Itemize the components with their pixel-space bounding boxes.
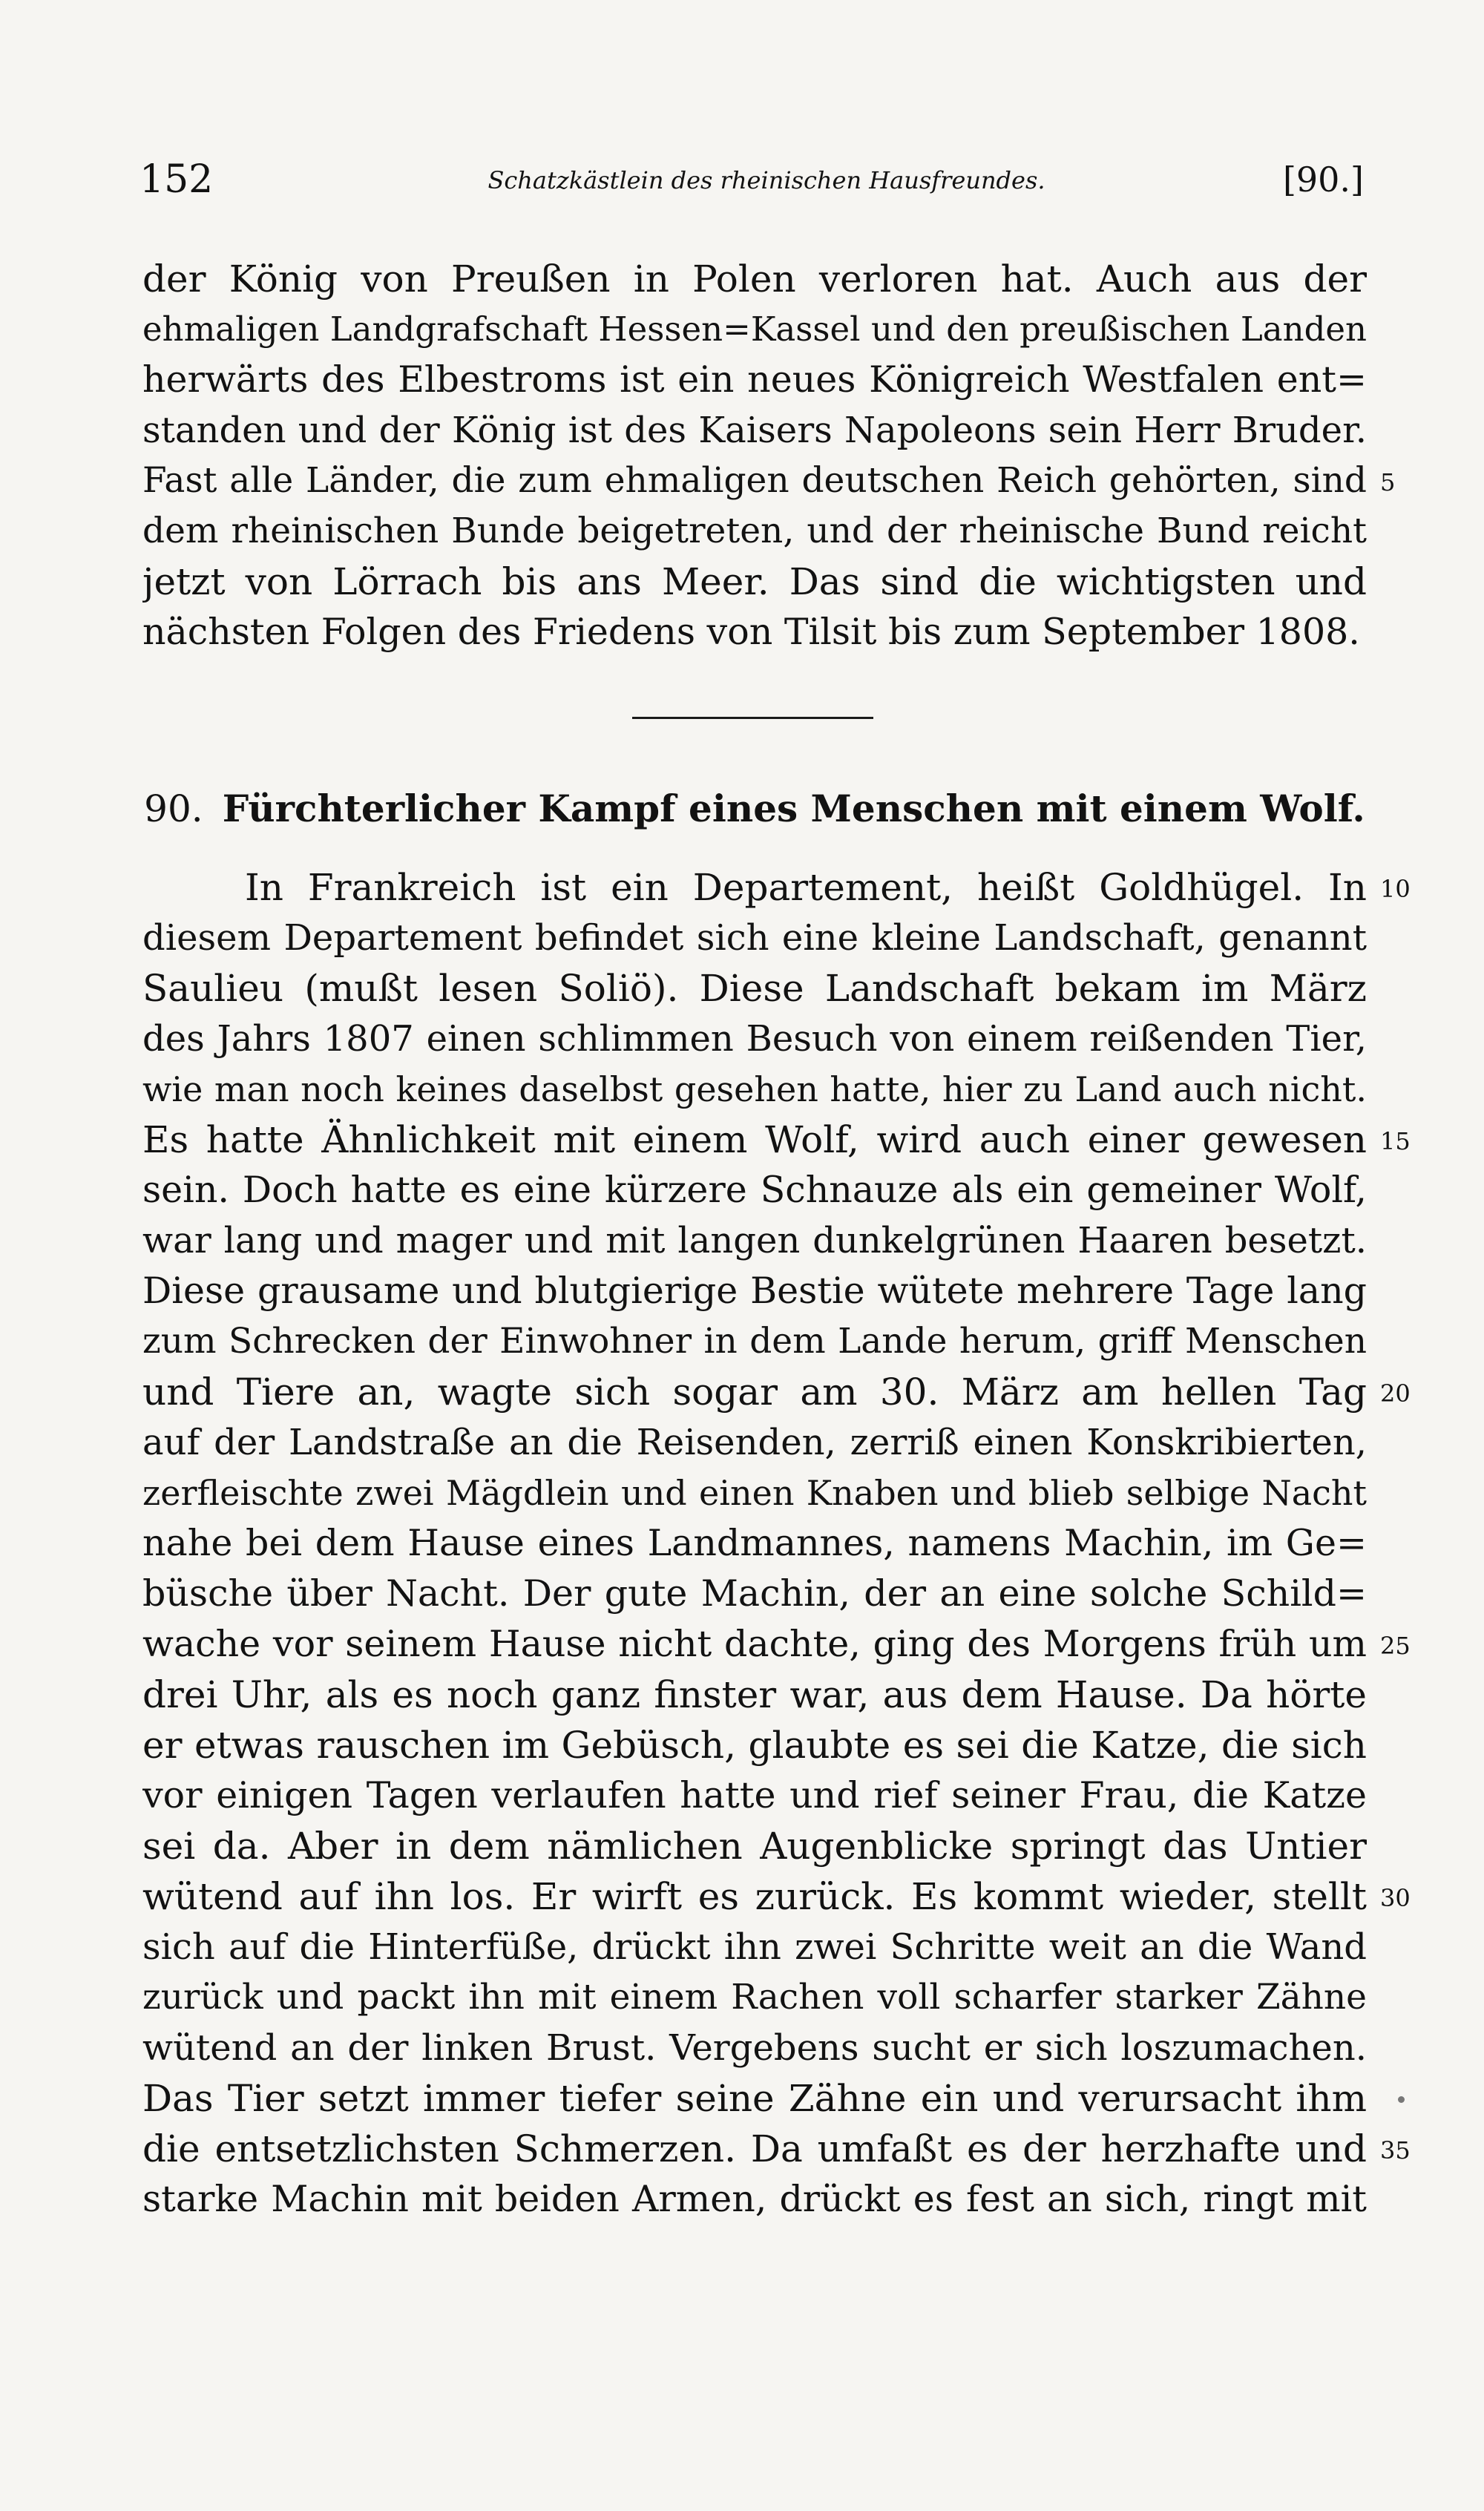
text-line: In Frankreich ist ein Departement, heißt Goldhügel. In <box>245 866 1367 909</box>
text-line: Saulieu (mußt lesen Soliö). Diese Landschaft bekam im März <box>142 967 1367 1010</box>
text-line: auf der Landstraße an die Reisenden, zerriß einen Konskribierten, <box>142 1422 1367 1463</box>
text-line: wache vor seinem Hause nicht dachte, ging des Morgens früh um <box>142 1623 1367 1665</box>
section-divider <box>632 717 873 719</box>
text-line: Fast alle Länder, die zum ehmaligen deutschen Reich gehörten, sind <box>142 460 1367 501</box>
section-number-marker: [90.] <box>1282 160 1364 200</box>
running-title: Schatzkästlein des rheinischen Hausfreundes. <box>487 166 1045 194</box>
text-line: nahe bei dem Hause eines Landmannes, namens Machin, im Ge= <box>142 1522 1367 1564</box>
text-line: starke Machin mit beiden Armen, drückt es fest an sich, ringt mit <box>142 2178 1367 2220</box>
line-number: 10 <box>1380 875 1411 903</box>
line-number: 20 <box>1380 1379 1411 1408</box>
text-line: sein. Doch hatte es eine kürzere Schnauze als ein gemeiner Wolf, <box>142 1169 1367 1211</box>
text-line: zum Schrecken der Einwohner in dem Lande herum, griff Menschen <box>142 1321 1367 1362</box>
line-number: 15 <box>1380 1127 1411 1155</box>
text-line: zurück und packt ihn mit einem Rachen voll scharfer starker Zähne <box>142 1977 1367 2018</box>
text-line: sich auf die Hinterfüße, drückt ihn zwei Schritte weit an die Wand <box>142 1926 1367 1968</box>
text-line: herwärts des Elbestroms ist ein neues Königreich Westfalen ent= <box>142 358 1367 401</box>
section-heading-number: 90. <box>144 787 203 830</box>
section-heading-title: Fürchterlicher Kampf eines Menschen mit einem Wolf. <box>222 787 1365 830</box>
text-line: wütend auf ihn los. Er wirft es zurück. Es kommt wieder, stellt <box>142 1875 1367 1918</box>
text-line: dem rheinischen Bunde beigetreten, und der rheinische Bund reicht <box>142 511 1367 551</box>
text-line: diesem Departement befindet sich eine kleine Landschaft, genannt <box>142 917 1367 959</box>
page-number: 152 <box>139 157 214 202</box>
text-line: Diese grausame und blutgierige Bestie wütete mehrere Tage lang <box>142 1270 1367 1312</box>
line-number: 5 <box>1380 468 1396 496</box>
text-line: ehmaligen Landgrafschaft Hessen=Kassel und den preußischen Landen <box>142 309 1367 349</box>
text-line: wie man noch keines daselbst gesehen hatte, hier zu Land auch nicht. <box>142 1069 1367 1109</box>
text-line: Es hatte Ähnlichkeit mit einem Wolf, wird auch einer gewesen <box>142 1118 1367 1161</box>
line-number: 35 <box>1380 2136 1411 2164</box>
ink-speck <box>1398 2096 1405 2103</box>
page-header <box>139 157 1364 202</box>
text-line: nächsten Folgen des Friedens von Tilsit bis zum September 1808. <box>142 611 1360 653</box>
text-line: sei da. Aber in dem nämlichen Augenblicke springt das Untier <box>142 1825 1367 1868</box>
text-line: war lang und mager und mit langen dunkelgrünen Haaren besetzt. <box>142 1220 1367 1261</box>
text-line: standen und der König ist des Kaisers Napoleons sein Herr Bruder. <box>142 410 1367 451</box>
text-line: des Jahrs 1807 einen schlimmen Besuch von einem reißenden Tier, <box>142 1018 1367 1060</box>
text-line: wütend an der linken Brust. Vergebens sucht er sich loszumachen. <box>142 2027 1367 2069</box>
text-line: jetzt von Lörrach bis ans Meer. Das sind die wichtigsten und <box>142 560 1367 603</box>
text-line: der König von Preußen in Polen verloren hat. Auch aus der <box>142 257 1367 301</box>
line-number: 25 <box>1380 1632 1411 1660</box>
text-line: drei Uhr, als es noch ganz finster war, aus dem Hause. Da hörte <box>142 1673 1367 1716</box>
text-line: Das Tier setzt immer tiefer seine Zähne ein und verursacht ihm <box>142 2077 1367 2120</box>
line-number: 30 <box>1380 1884 1411 1912</box>
text-line: zerfleischte zwei Mägdlein und einen Knaben und blieb selbige Nacht <box>142 1473 1367 1513</box>
text-line: vor einigen Tagen verlaufen hatte und rief seiner Frau, die Katze <box>142 1774 1367 1816</box>
text-line: und Tiere an, wagte sich sogar am 30. März am hellen Tag <box>142 1371 1367 1414</box>
text-line: büsche über Nacht. Der gute Machin, der an eine solche Schild= <box>142 1572 1367 1615</box>
text-line: er etwas rauschen im Gebüsch, glaubte es sei die Katze, die sich <box>142 1724 1367 1767</box>
text-line: die entsetzlichsten Schmerzen. Da umfaßt es der herzhafte und <box>142 2127 1367 2170</box>
section-heading <box>142 779 1367 838</box>
